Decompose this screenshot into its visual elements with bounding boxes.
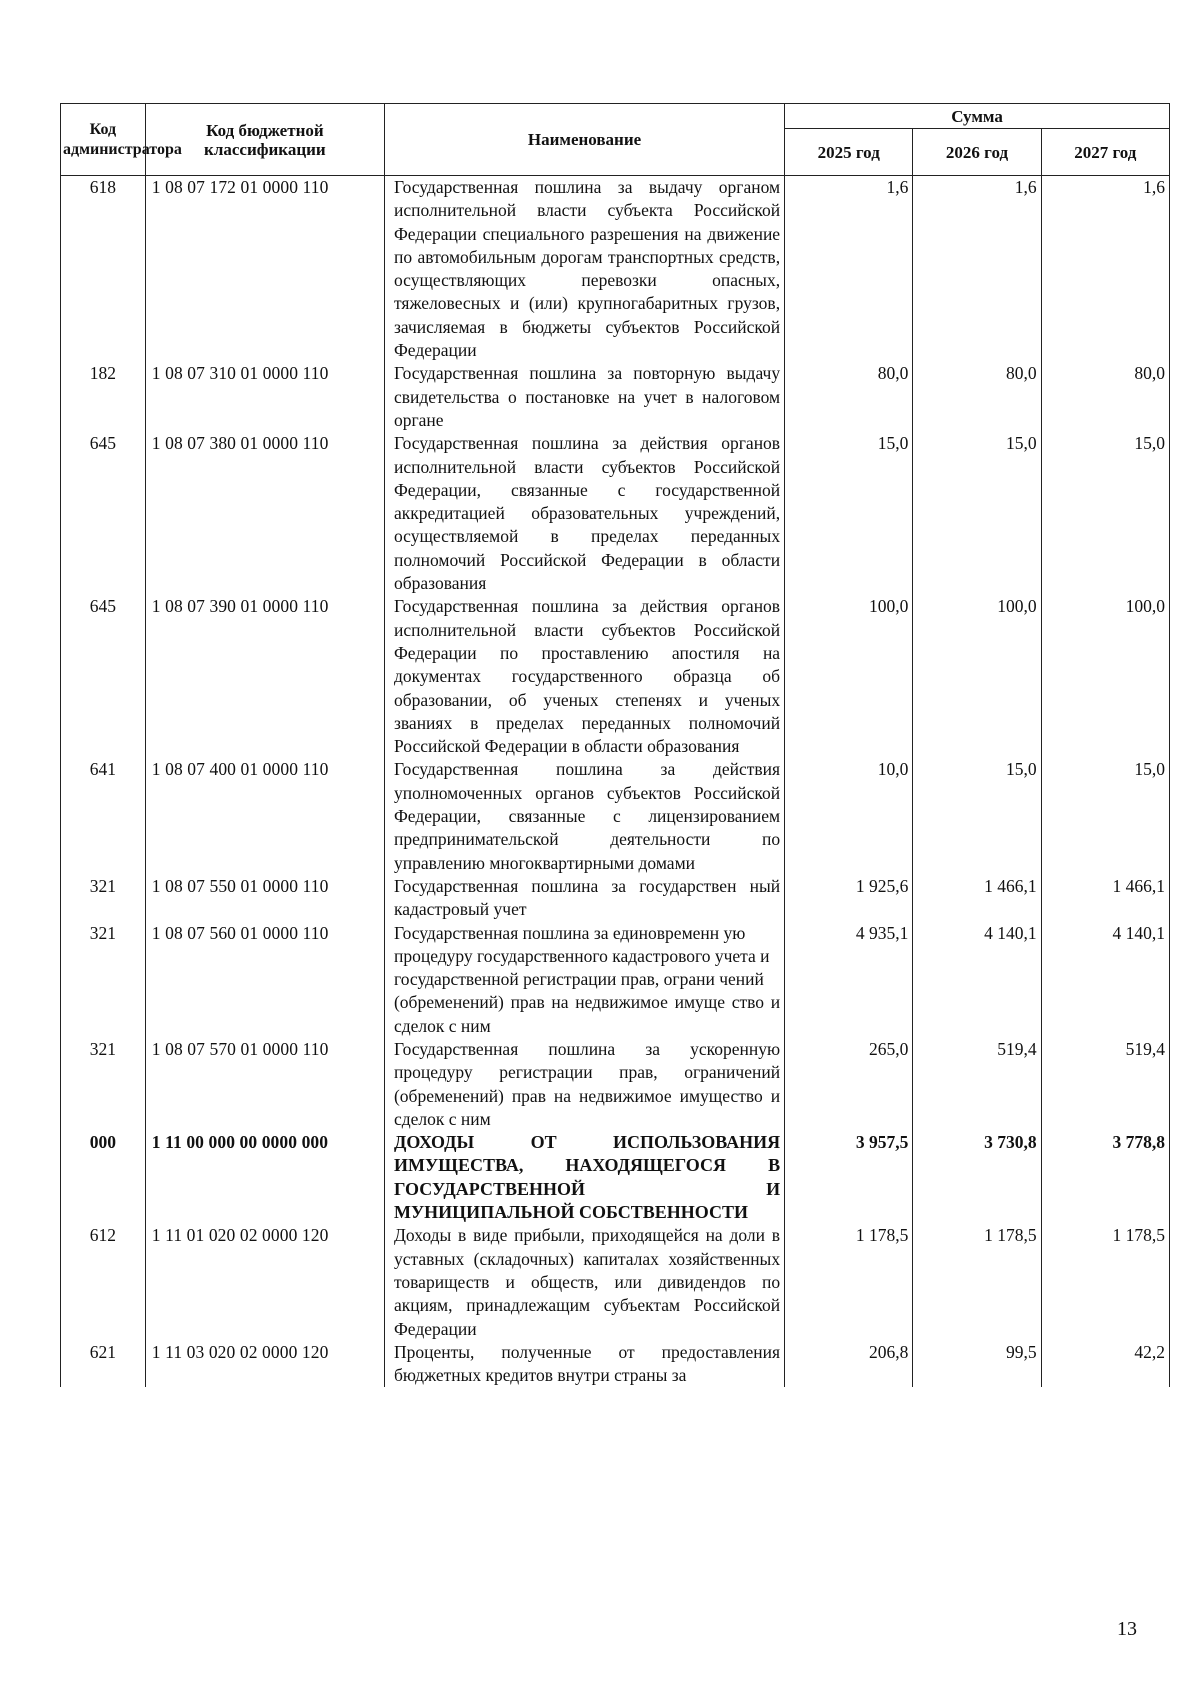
cell-kbk-code: 1 08 07 380 01 0000 110 <box>145 432 384 595</box>
cell-sum-2027: 1 466,1 <box>1041 875 1169 922</box>
cell-name: Государственная пошлина за ускоренную процедуру регистрации прав, ограничений (обременений) прав на недвижимое имущество и сделок с ним <box>384 1038 784 1131</box>
table-body <box>61 176 1170 1388</box>
table-row <box>61 595 1170 758</box>
cell-sum-2025: 3 957,5 <box>785 1131 913 1224</box>
cell-name: Государственная пошлина за повторную выдачу свидетельства о постановке на учет в налоговом органе <box>384 362 784 432</box>
table-row <box>61 1224 1170 1340</box>
cell-kbk-code: 1 08 07 400 01 0000 110 <box>145 758 384 874</box>
cell-name: Государственная пошлина за действия органов исполнительной власти субъектов Российской Федерации по проставлению апостиля на документах государственного образца об образовании, об ученых степенях и ученых званиях в пределах переданных полномочий Российской Федерации в области образования <box>384 595 784 758</box>
cell-kbk-code: 1 11 00 000 00 0000 000 <box>145 1131 384 1224</box>
cell-kbk-code: 1 08 07 570 01 0000 110 <box>145 1038 384 1131</box>
cell-name: Государственная пошлина за выдачу органом исполнительной власти субъекта Российской Федерации специального разрешения на движение по автомобильным дорогам транспортных средств, осуществляющих перевозки опасных, тяжеловесных и (или) крупногабаритных грузов, зачисляемая в бюджеты субъектов Российской Федерации <box>384 176 784 363</box>
table-row <box>61 362 1170 432</box>
page-number: 13 <box>1117 1618 1137 1640</box>
header-year-2026: 2026 год <box>913 129 1041 176</box>
table-row <box>61 176 1170 363</box>
cell-sum-2027: 100,0 <box>1041 595 1169 758</box>
cell-sum-2025: 206,8 <box>785 1341 913 1388</box>
table-row <box>61 1038 1170 1131</box>
cell-sum-2027: 519,4 <box>1041 1038 1169 1131</box>
cell-sum-2026: 4 140,1 <box>913 922 1041 1038</box>
header-kbk: Код бюджетной классификации <box>145 104 384 176</box>
cell-sum-2025: 1,6 <box>785 176 913 363</box>
cell-admin-code: 182 <box>61 362 146 432</box>
cell-name: Государственная пошлина за государствен ный кадастровый учет <box>384 875 784 922</box>
cell-admin-code: 612 <box>61 1224 146 1340</box>
table-row <box>61 1131 1170 1224</box>
cell-name: Доходы в виде прибыли, приходящейся на доли в уставных (складочных) капиталах хозяйственных товариществ и обществ, или дивидендов по акциям, принадлежащим субъектам Российской Федерации <box>384 1224 784 1340</box>
cell-sum-2026: 1,6 <box>913 176 1041 363</box>
table-header <box>61 104 1170 176</box>
cell-kbk-code: 1 11 03 020 02 0000 120 <box>145 1341 384 1388</box>
cell-admin-code: 321 <box>61 875 146 922</box>
cell-admin-code: 621 <box>61 1341 146 1388</box>
cell-sum-2025: 1 178,5 <box>785 1224 913 1340</box>
cell-sum-2025: 100,0 <box>785 595 913 758</box>
cell-admin-code: 321 <box>61 1038 146 1131</box>
header-name: Наименование <box>384 104 784 176</box>
cell-admin-code: 618 <box>61 176 146 363</box>
cell-sum-2027: 3 778,8 <box>1041 1131 1169 1224</box>
cell-sum-2027: 15,0 <box>1041 758 1169 874</box>
cell-sum-2027: 42,2 <box>1041 1341 1169 1388</box>
cell-sum-2027: 4 140,1 <box>1041 922 1169 1038</box>
cell-kbk-code: 1 08 07 310 01 0000 110 <box>145 362 384 432</box>
cell-sum-2026: 1 466,1 <box>913 875 1041 922</box>
cell-admin-code: 321 <box>61 922 146 1038</box>
header-sum: Сумма <box>785 104 1170 129</box>
table-row <box>61 432 1170 595</box>
cell-name: Государственная пошлина за действия уполномоченных органов субъектов Российской Федерации, связанные с лицензированием предпринимательской деятельности по управлению многоквартирными домами <box>384 758 784 874</box>
cell-sum-2027: 15,0 <box>1041 432 1169 595</box>
cell-sum-2026: 15,0 <box>913 432 1041 595</box>
cell-name: Государственная пошлина за действия органов исполнительной власти субъектов Российской Федерации, связанные с государственной аккредитацией образовательных учреждений, осуществляемой в пределах переданных полномочий Российской Федерации в области образования <box>384 432 784 595</box>
cell-sum-2026: 99,5 <box>913 1341 1041 1388</box>
cell-kbk-code: 1 08 07 390 01 0000 110 <box>145 595 384 758</box>
cell-sum-2025: 4 935,1 <box>785 922 913 1038</box>
table-row <box>61 1341 1170 1388</box>
table-row <box>61 875 1170 922</box>
cell-sum-2027: 1 178,5 <box>1041 1224 1169 1340</box>
header-admin-code: Код администратора <box>61 104 146 176</box>
cell-name: Государственная пошлина за единовременн ую процедуру государственного кадастрового учета и государственной регистрации прав, ограни чений (обременений) прав на недвижимое имуще ство и сделок с ним <box>384 922 784 1038</box>
cell-kbk-code: 1 08 07 550 01 0000 110 <box>145 875 384 922</box>
cell-sum-2026: 100,0 <box>913 595 1041 758</box>
cell-sum-2026: 15,0 <box>913 758 1041 874</box>
cell-admin-code: 645 <box>61 595 146 758</box>
cell-sum-2025: 1 925,6 <box>785 875 913 922</box>
cell-kbk-code: 1 11 01 020 02 0000 120 <box>145 1224 384 1340</box>
budget-table-page <box>60 103 1170 1387</box>
header-year-2027: 2027 год <box>1041 129 1169 176</box>
cell-sum-2027: 80,0 <box>1041 362 1169 432</box>
cell-sum-2026: 80,0 <box>913 362 1041 432</box>
table-row <box>61 922 1170 1038</box>
cell-admin-code: 000 <box>61 1131 146 1224</box>
cell-admin-code: 645 <box>61 432 146 595</box>
cell-sum-2026: 519,4 <box>913 1038 1041 1131</box>
cell-sum-2025: 10,0 <box>785 758 913 874</box>
cell-sum-2025: 15,0 <box>785 432 913 595</box>
header-year-2025: 2025 год <box>785 129 913 176</box>
cell-sum-2026: 3 730,8 <box>913 1131 1041 1224</box>
cell-kbk-code: 1 08 07 560 01 0000 110 <box>145 922 384 1038</box>
cell-name: ДОХОДЫ ОТ ИСПОЛЬЗОВАНИЯ ИМУЩЕСТВА, НАХОДЯЩЕГОСЯ В ГОСУДАРСТВЕННОЙ И МУНИЦИПАЛЬНОЙ СОБСТВЕННОСТИ <box>384 1131 784 1224</box>
cell-admin-code: 641 <box>61 758 146 874</box>
cell-kbk-code: 1 08 07 172 01 0000 110 <box>145 176 384 363</box>
cell-sum-2025: 265,0 <box>785 1038 913 1131</box>
revenue-table <box>60 103 1170 1387</box>
table-row <box>61 758 1170 874</box>
cell-name: Проценты, полученные от предоставления бюджетных кредитов внутри страны за <box>384 1341 784 1388</box>
cell-sum-2027: 1,6 <box>1041 176 1169 363</box>
cell-sum-2026: 1 178,5 <box>913 1224 1041 1340</box>
cell-sum-2025: 80,0 <box>785 362 913 432</box>
